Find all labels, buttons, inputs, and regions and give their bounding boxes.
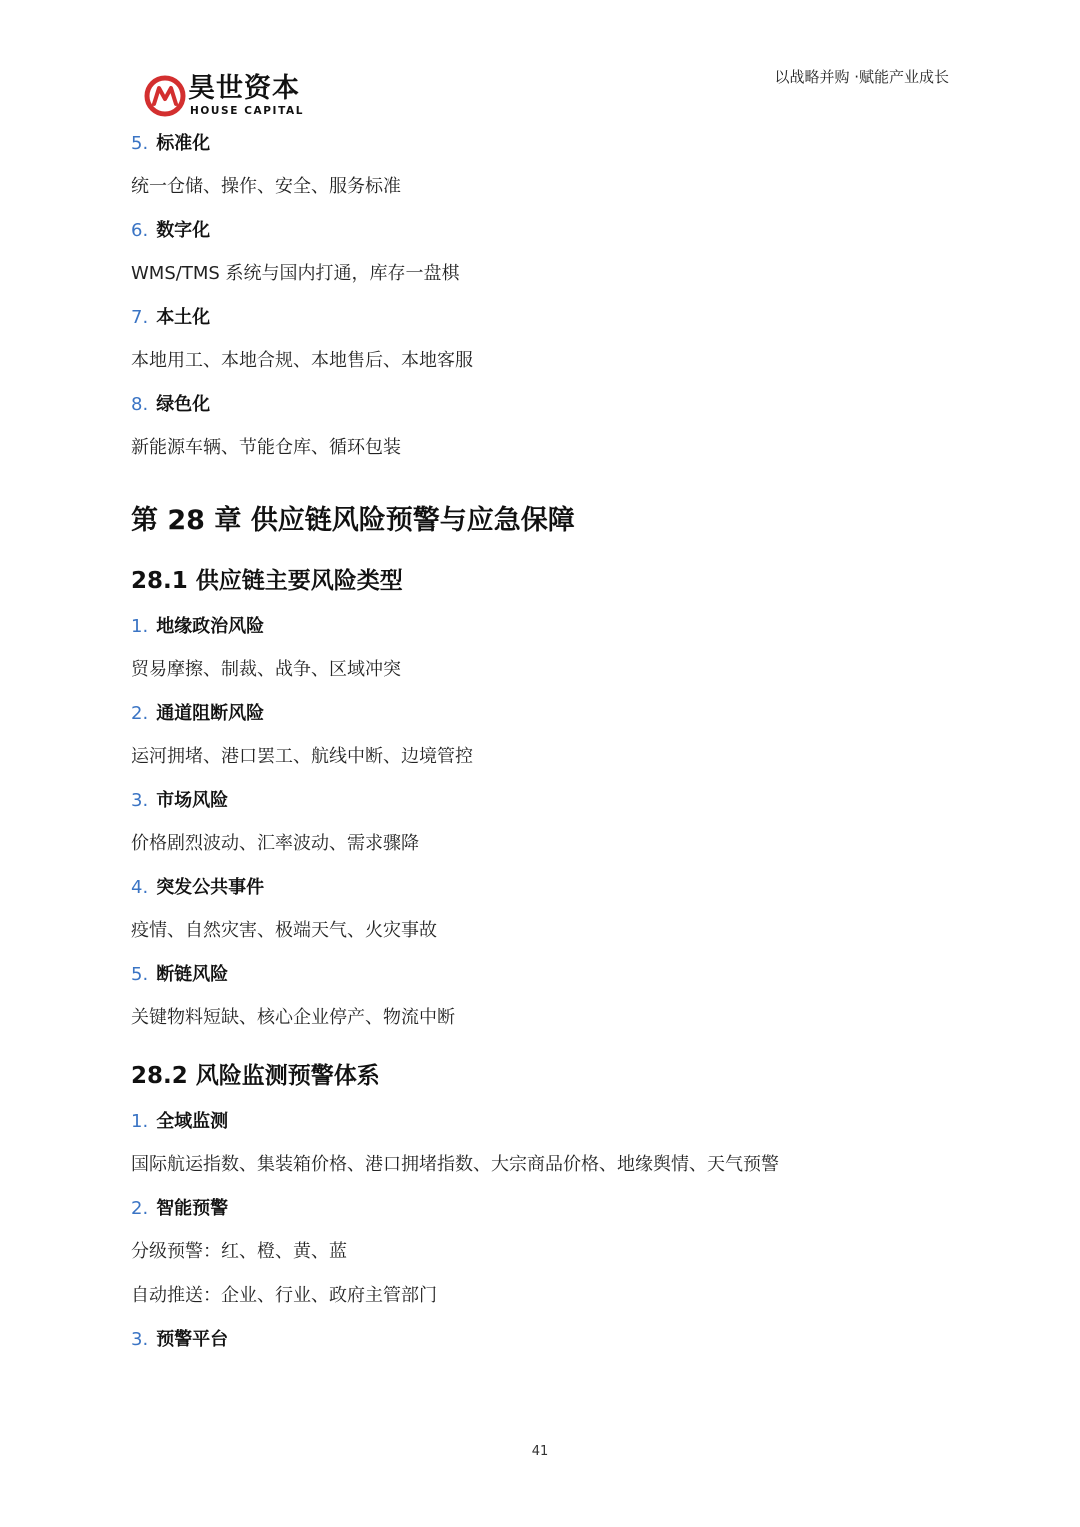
list-title-text: 全域监测 xyxy=(156,1111,229,1132)
list-number: 8. xyxy=(131,394,149,415)
list-title-text: 标准化 xyxy=(156,133,211,154)
list-item-title xyxy=(131,1322,951,1365)
page-number: 41 xyxy=(531,1444,549,1459)
list-number: 1. xyxy=(131,1111,149,1132)
list-number: 3. xyxy=(131,1329,149,1350)
list-item-title xyxy=(131,696,951,739)
list-item-title xyxy=(131,1191,951,1234)
page-content xyxy=(131,126,951,1365)
list-title-text: 通道阻断风险 xyxy=(156,703,265,724)
list-item-desc: 贸易摩擦、制裁、战争、区域冲突 xyxy=(131,659,401,680)
list-number: 5. xyxy=(131,964,149,985)
list-title-text: 地缘政治风险 xyxy=(156,616,265,637)
list-item-title xyxy=(131,609,951,652)
list-item-desc: 价格剧烈波动、汇率波动、需求骤降 xyxy=(131,833,419,854)
section-heading: 28.2 风险监测预警体系 xyxy=(131,1063,380,1089)
list-item-desc: 关键物料短缺、核心企业停产、物流中断 xyxy=(131,1007,455,1028)
list-item-desc: 统一仓储、操作、安全、服务标准 xyxy=(131,176,401,197)
logo-english-name: HOUSE CAPITAL xyxy=(190,105,305,117)
list-number: 7. xyxy=(131,307,149,328)
list-number: 1. xyxy=(131,616,149,637)
header-slogan: 以战略并购 ·赋能产业成长 xyxy=(774,68,949,86)
list-title-text: 数字化 xyxy=(156,220,211,241)
list-item-title xyxy=(131,126,951,169)
list-item-title xyxy=(131,957,951,1000)
list-item-desc: 新能源车辆、节能仓库、循环包装 xyxy=(131,437,401,458)
list-number: 2. xyxy=(131,703,149,724)
list-item-desc: 自动推送：企业、行业、政府主管部门 xyxy=(131,1285,437,1306)
list-item-title xyxy=(131,300,951,343)
list-item-desc: 运河拥堵、港口罢工、航线中断、边境管控 xyxy=(131,746,473,767)
list-number: 6. xyxy=(131,220,149,241)
list-title-text: 预警平台 xyxy=(156,1329,229,1350)
list-title-text: 突发公共事件 xyxy=(156,877,265,898)
logo-chinese-name: 昊世资本 xyxy=(188,73,300,104)
list-number: 4. xyxy=(131,877,149,898)
section-heading: 28.1 供应链主要风险类型 xyxy=(131,568,403,594)
list-item-desc: 本地用工、本地合规、本地售后、本地客服 xyxy=(131,350,473,371)
list-item-desc: 国际航运指数、集装箱价格、港口拥堵指数、大宗商品价格、地缘舆情、天气预警 xyxy=(131,1154,779,1175)
list-title-text: 本土化 xyxy=(156,307,211,328)
list-title-text: 智能预警 xyxy=(156,1198,229,1219)
list-item-desc: 疫情、自然灾害、极端天气、火灾事故 xyxy=(131,920,437,941)
list-item-title xyxy=(131,783,951,826)
list-number: 5. xyxy=(131,133,149,154)
list-number: 3. xyxy=(131,790,149,811)
list-item-title xyxy=(131,387,951,430)
list-title-text: 绿色化 xyxy=(156,394,211,415)
house-capital-logo xyxy=(144,72,314,120)
list-item-title xyxy=(131,1104,951,1147)
list-item-title xyxy=(131,213,951,256)
list-title-text: 断链风险 xyxy=(156,964,229,985)
chapter-heading: 第 28 章 供应链风险预警与应急保障 xyxy=(131,505,575,536)
list-item-desc: WMS/TMS 系统与国内打通，库存一盘棋 xyxy=(131,263,460,284)
list-number: 2. xyxy=(131,1198,149,1219)
list-item-title xyxy=(131,870,951,913)
list-item-desc: 分级预警：红、橙、黄、蓝 xyxy=(131,1241,347,1262)
logo-emblem-icon xyxy=(144,75,186,117)
list-title-text: 市场风险 xyxy=(156,790,229,811)
